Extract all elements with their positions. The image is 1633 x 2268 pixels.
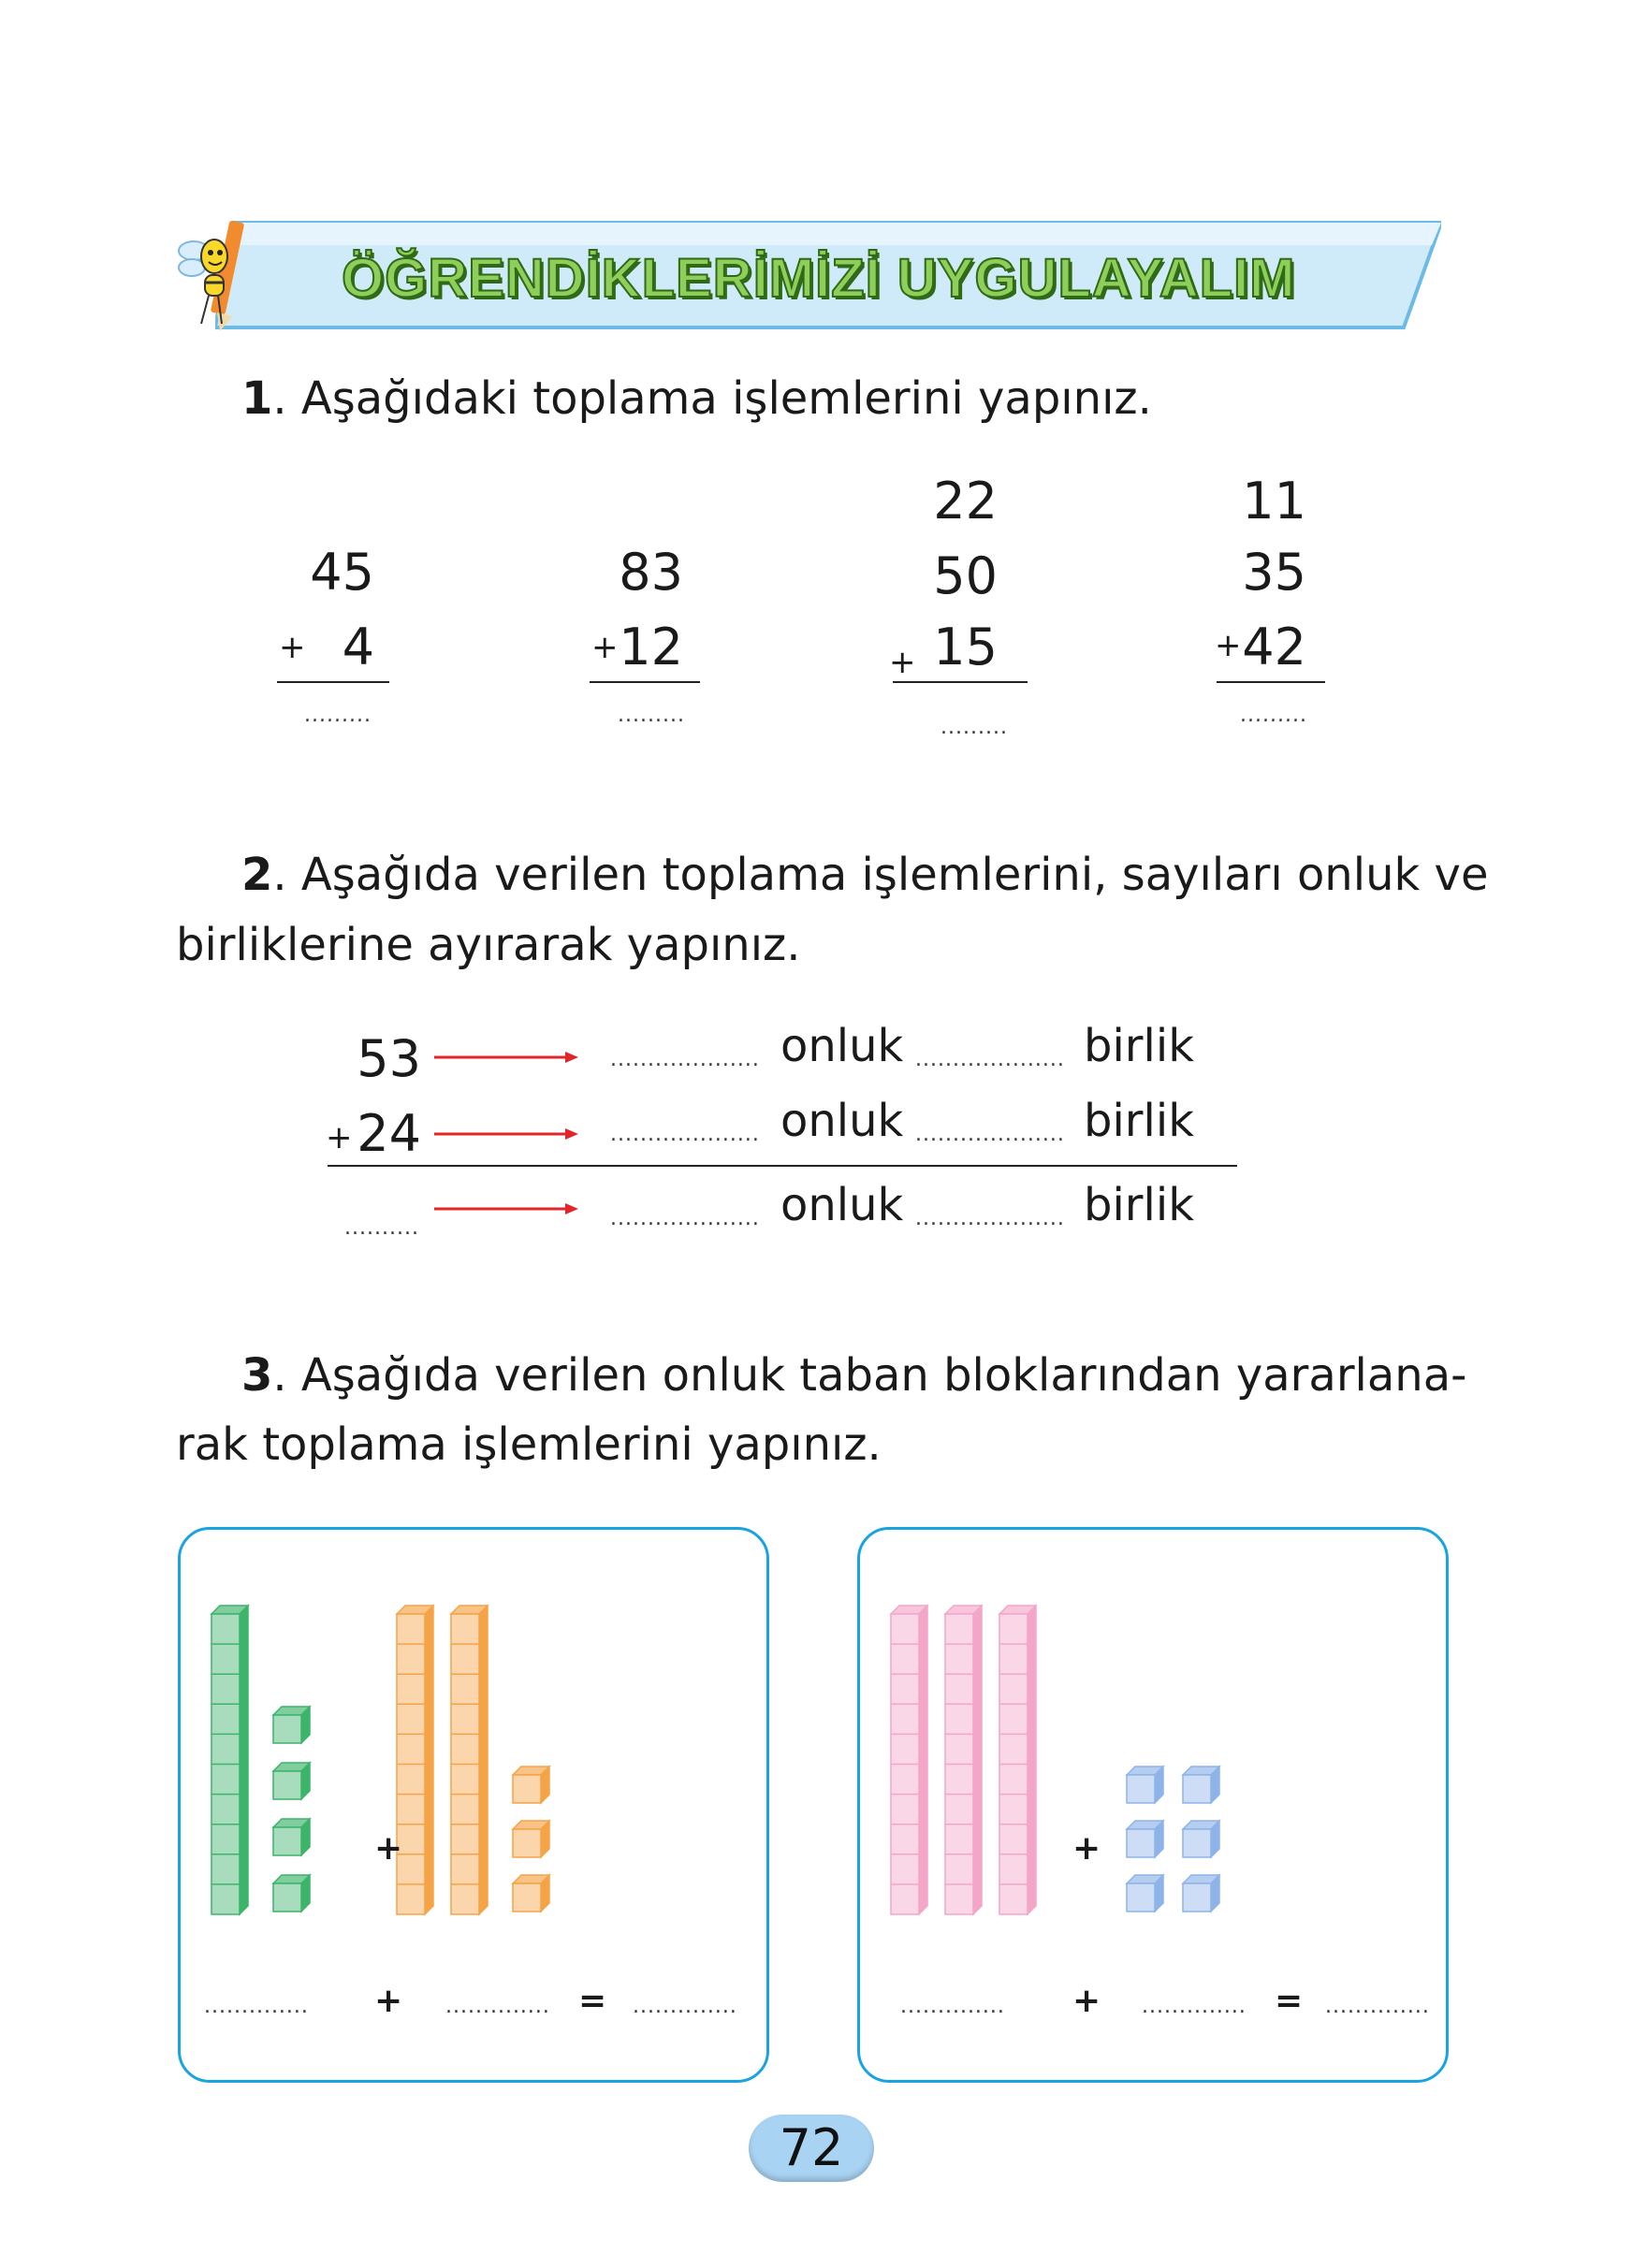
question-3 (241, 1347, 1466, 1403)
plus-sign: + (1072, 1982, 1101, 2020)
unit-cube (513, 1821, 549, 1857)
equals-sign: = (578, 1982, 607, 2020)
question-2-line-2: birliklerine ayırarak yapınız. (176, 919, 801, 971)
question-text: . Aşağıdaki toplama işlemlerini yapınız. (272, 372, 1152, 425)
addend: 42 (1242, 618, 1306, 676)
unit-cube (1183, 1766, 1219, 1803)
addend: 53 (357, 1029, 421, 1088)
plus-sign: + (889, 644, 916, 681)
plus-sign: + (1072, 1829, 1101, 1868)
addend: 83 (619, 543, 683, 602)
addend: 15 (933, 618, 998, 676)
sum-line (277, 681, 389, 683)
sum-line (893, 681, 1028, 683)
plus-sign: + (374, 1829, 403, 1868)
unit-cube (273, 1875, 310, 1912)
addend: 11 (1242, 472, 1306, 531)
question-text: . Aşağıda verilen onluk taban bloklarından yararlana- (272, 1349, 1467, 1402)
addend: 22 (933, 472, 998, 531)
tens-blank[interactable]: .................... (610, 1048, 760, 1071)
tens-blank[interactable]: .................... (610, 1123, 760, 1146)
answer-blank[interactable]: ......... (1240, 704, 1307, 727)
question-number: 2 (241, 849, 273, 901)
ones-blank[interactable]: .................... (915, 1048, 1065, 1071)
plus-sign: + (374, 1982, 403, 2020)
answer-blank[interactable]: .............. (1142, 1995, 1247, 2018)
question-3-line-2: rak toplama işlemlerini yapınız. (176, 1418, 882, 1471)
question-number: 3 (241, 1349, 273, 1402)
unit-cube (273, 1707, 310, 1743)
bee-mascot-icon (173, 213, 257, 335)
tens-label: onluk (780, 1095, 904, 1147)
addend: 45 (310, 543, 374, 602)
plus-sign: + (279, 629, 306, 666)
answer-blank[interactable]: ......... (940, 716, 1008, 739)
addend: 12 (619, 618, 683, 676)
unit-cube (513, 1766, 549, 1803)
addend: 35 (1242, 543, 1306, 602)
unit-cube (273, 1763, 310, 1799)
answer-blank[interactable]: .............. (633, 1995, 737, 2018)
plus-sign: + (591, 629, 619, 666)
unit-cube (273, 1819, 310, 1855)
page-number: 72 (749, 2115, 874, 2182)
answer-blank[interactable]: .............. (1325, 1995, 1430, 2018)
unit-cube (1127, 1766, 1163, 1803)
question-text: . Aşağıda verilen toplama işlemlerini, sayıları onluk ve (272, 849, 1489, 901)
base-ten-blocks-2 (876, 1600, 1269, 1927)
unit-cube (1127, 1875, 1163, 1912)
tens-blank[interactable]: .................... (610, 1207, 760, 1230)
question-2 (241, 847, 1488, 903)
question-number: 1 (241, 372, 273, 425)
unit-cube (513, 1875, 549, 1912)
tens-label: onluk (780, 1179, 904, 1231)
answer-blank[interactable]: .............. (204, 1995, 309, 2018)
answer-blank[interactable]: ......... (618, 704, 685, 727)
ones-label: birlik (1084, 1179, 1195, 1231)
addend: 4 (342, 618, 374, 676)
plus-sign: + (1215, 627, 1242, 664)
ten-rod (397, 1606, 433, 1914)
ones-blank[interactable]: .................... (915, 1207, 1065, 1230)
arrow-icons (432, 1046, 582, 1224)
answer-blank[interactable]: .............. (900, 1995, 1005, 2018)
base-ten-blocks-1 (197, 1600, 590, 1927)
tens-label: onluk (780, 1020, 904, 1072)
sum-line (590, 681, 700, 683)
answer-blank[interactable]: .............. (445, 1995, 550, 2018)
unit-cube (1127, 1821, 1163, 1857)
ones-label: birlik (1084, 1095, 1195, 1147)
ten-rod (945, 1606, 982, 1914)
ones-blank[interactable]: .................... (915, 1123, 1065, 1146)
unit-cube (1183, 1875, 1219, 1912)
answer-blank[interactable]: ......... (304, 704, 372, 727)
ones-label: birlik (1084, 1020, 1195, 1072)
equals-sign: = (1275, 1982, 1304, 2020)
sum-line (1217, 681, 1325, 683)
plus-sign: + (326, 1119, 353, 1156)
ten-rod (211, 1606, 248, 1914)
ten-rod (891, 1606, 927, 1914)
answer-blank[interactable]: .......... (344, 1216, 419, 1240)
addend: 50 (933, 546, 998, 605)
unit-cube (1183, 1821, 1219, 1857)
ten-rod (451, 1606, 488, 1914)
page-title: ÖĞRENDİKLERİMİZİ UYGULAYALIM (342, 248, 1296, 309)
question-1 (241, 371, 1152, 427)
ten-rod (999, 1606, 1036, 1914)
addend: 24 (357, 1104, 421, 1163)
